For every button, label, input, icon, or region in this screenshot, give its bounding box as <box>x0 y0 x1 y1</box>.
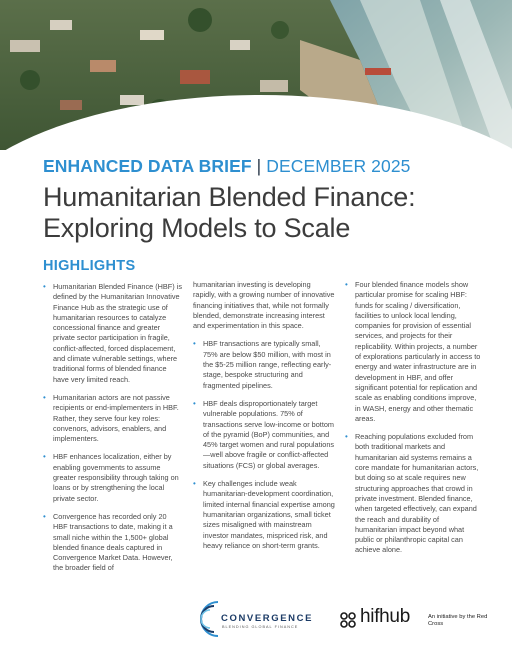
highlight-item: • Humanitarian Blended Finance (HBF) is defined by the Humanitarian Innovative Finance Hub as the strategic use of humanitarian resources to catalyze concessional finance and greater private sector participation in fragile, conflict-affected, forced displacement, and climate vulnerable settings, where traditional forms of blended finance have very limited reach. <box>43 282 183 385</box>
title-line-2: Exploring Models to Scale <box>43 213 351 243</box>
convergence-tagline: BLENDING GLOBAL FINANCE <box>222 625 299 629</box>
highlight-item: • Key challenges include weak humanitarian-development coordination, limited internal financial expertise among humanitarian organizations, small ticket sizes misaligned with mainstream investor mandates, mispriced risk, and heavy reliance on short-term grants. <box>193 479 335 551</box>
brief-kicker <box>43 156 411 177</box>
hifhub-logo-icon <box>340 612 356 628</box>
highlight-item-continued: humanitarian investing is developing rapidly, with a growing number of innovative financing initiatives that, while not formally blended, demonstrate increasing interest and experimentation in this space. <box>193 280 335 331</box>
kicker-date: DECEMBER 2025 <box>266 156 411 176</box>
title-line-1: Humanitarian Blended Finance: <box>43 182 416 212</box>
highlight-item: • HBF deals disproportionately target vulnerable populations. 75% of transactions serve low-income or bottom of the pyramid (BoP) communities, and 45% target women and rural populations—well above fragile or conflict-affected situations (FCS) or global averages. <box>193 399 335 471</box>
hero-aerial-photo <box>0 0 512 150</box>
highlight-item: • Four blended finance models show particular promise for scaling HBF: funds for scaling / diversification, facilities to unlock local lending, companies for provision of essential services, and projects for their replicability. Within projects, a number of explorations particularly in access to energy and water infrastructure are in development in HBF, and offer significant potential for replication and scale as enabling conditions improve, in WASH, energy and other thematic areas. <box>345 280 482 424</box>
kicker-separator: | <box>251 156 267 176</box>
highlight-item: • Convergence has recorded only 20 HBF transactions to date, making it a small niche within the 1,500+ global blended finance deals captured in Convergence Market Data. However, the broader field of <box>43 512 183 574</box>
page-title <box>43 182 415 244</box>
convergence-name: CONVERGENCE <box>221 613 314 624</box>
highlight-item: • HBF transactions are typically small, 75% are below $50 million, with most in the $5-25 million range, reflecting early-stage, bespoke structuring and fragmented pipelines. <box>193 339 335 390</box>
footer-logos <box>0 596 512 665</box>
kicker-label: ENHANCED DATA BRIEF <box>43 156 252 176</box>
highlight-item: • Humanitarian actors are not passive recipients or end-implementers in HBF. Rather, they serve four key roles: convenors, advisors, enablers, and implementers. <box>43 393 183 444</box>
highlights-column-1 <box>43 282 183 582</box>
highlight-item: • Reaching populations excluded from both traditional markets and humanitarian aid systems remains a core mandate for humanitarian actors, but doing so at scale requires new structuring approaches that crowd in private investment. Blended finance, when targeted effectively, can expand the reach and durability of humanitarian impact beyond what public or philanthropic capital can achieve alone. <box>345 432 482 556</box>
hifhub-name: hifhub <box>360 606 410 627</box>
highlights-heading: HIGHLIGHTS <box>43 258 136 274</box>
highlights-column-2 <box>193 280 335 559</box>
highlights-column-3 <box>345 280 482 564</box>
red-cross-note: An initiative by the Red Cross <box>428 614 488 627</box>
highlight-item: • HBF enhances localization, either by enabling governments to assume greater responsibility through taking on loans or by strengthening the local private sector. <box>43 452 183 503</box>
